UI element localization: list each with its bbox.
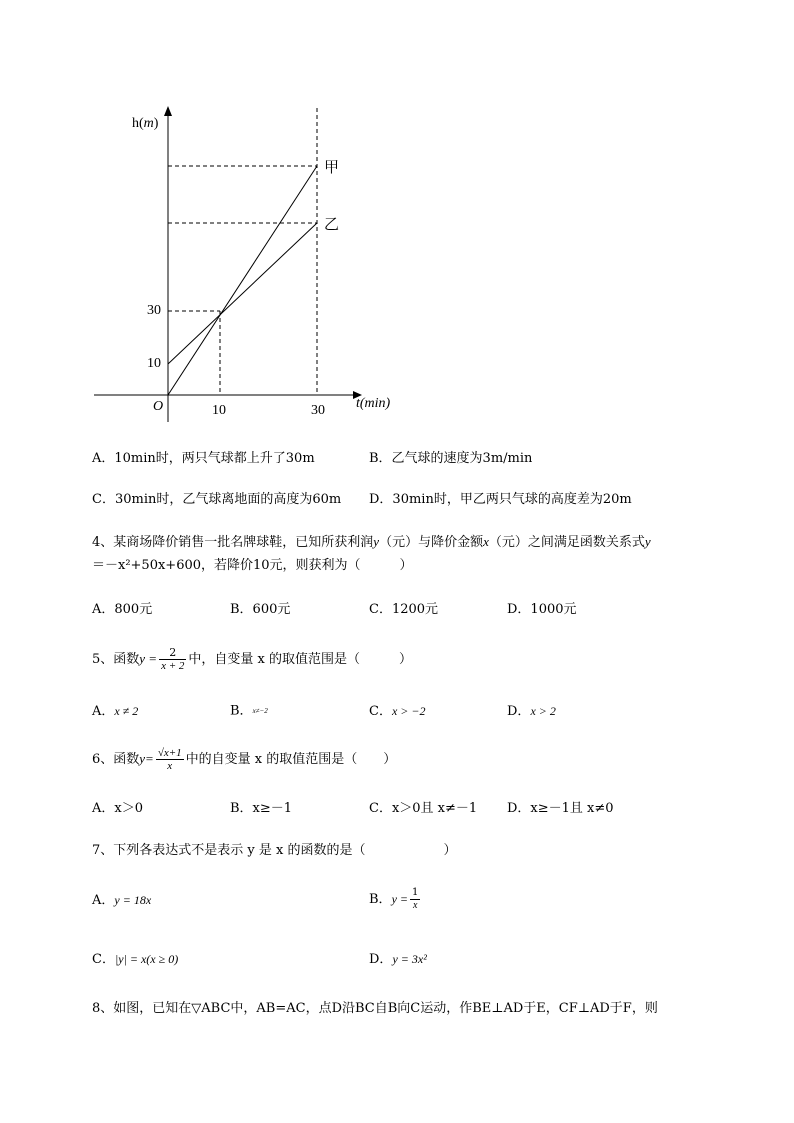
q7-opt-b-fraction: $\frac{1}{x}$	[412, 887, 419, 911]
origin-label: O	[153, 399, 164, 414]
tick-x-30: 30	[311, 403, 325, 418]
height-time-graph	[80, 100, 410, 430]
q5-stem-post: 中，自变量 x 的取值范围是（ ）	[188, 652, 412, 667]
q6-stem-pre: 6、函数	[92, 752, 140, 767]
q4-stem-mid1: （元）与降价金额	[379, 535, 484, 550]
q7-option-b[interactable]: B．y = $\frac{1}{x}$	[369, 887, 419, 911]
q6-stem-post: 中的自变量 x 的取值范围是（ ）	[185, 752, 397, 767]
q4-var-y2: y	[644, 534, 651, 549]
q6-frac-num: √x+1	[157, 747, 182, 759]
q7-opt-c-expr: |y| = x(x ≥ 0)	[114, 952, 179, 966]
q4-option-b[interactable]: B．600元	[230, 602, 291, 617]
q4-stem-mid2: （元）之间满足函数关系式	[488, 535, 645, 550]
q5-fraction	[159, 647, 186, 672]
q6-option-d[interactable]: D．x≥－1且 x≠0	[507, 801, 614, 816]
q5-opt-c-expr: x > −2	[391, 704, 426, 718]
q7-option-a[interactable]: A．y = 18x	[92, 893, 152, 908]
line-jia	[168, 166, 317, 395]
q7-opt-b-lhs: y =	[391, 892, 408, 906]
q8-stem: 8、如图，已知在▽ABC中，AB=AC，点D沿BC自B向C运动，作BE⊥AD于E，CF⊥AD于F，则	[92, 1001, 658, 1016]
tick-x-10: 10	[212, 403, 226, 418]
tick-y-30: 30	[147, 303, 161, 318]
q5-frac-den: x + 2	[161, 660, 185, 672]
q6-frac-den: x	[167, 760, 173, 772]
q3-option-c[interactable]: C．30min时，乙气球离地面的高度为60m	[92, 492, 342, 507]
q6-option-b[interactable]: B．x≥－1	[230, 801, 293, 816]
q7-option-c[interactable]: C．|y| = x(x ≥ 0)	[92, 952, 179, 967]
q5-option-c[interactable]: C．x > −2	[369, 704, 426, 719]
q5-opt-a-expr: x ≠ 2	[114, 704, 139, 718]
q5-option-b[interactable]: B．x≠−2	[230, 703, 268, 719]
q7-opt-d-expr: y = 3x²	[392, 952, 427, 966]
q7-stem: 7、下列各表达式不是表示 y 是 x 的函数的是（ ）	[92, 843, 457, 858]
q5-option-d[interactable]: D．x > 2	[507, 704, 556, 719]
q6-fraction	[156, 747, 184, 772]
q5-stem-pre: 5、函数	[92, 652, 140, 667]
q6-stem	[92, 743, 396, 776]
q4-stem-pre: 4、某商场降价销售一批名牌球鞋，已知所获利润	[92, 535, 374, 550]
q7-option-d[interactable]: D．y = 3x²	[369, 952, 427, 967]
y-axis-arrow	[164, 106, 172, 116]
tick-y-10: 10	[147, 356, 161, 371]
q6-option-c[interactable]: C．x＞0且 x≠－1	[369, 801, 478, 816]
q5-opt-b-expr: x≠−2	[252, 707, 268, 715]
q4-option-d[interactable]: D．1000元	[507, 602, 577, 617]
q5-func-lhs: y =	[139, 651, 158, 666]
q6-func-lhs: y=	[139, 751, 154, 766]
q5-opt-d-expr: x > 2	[530, 704, 556, 718]
q3-option-b[interactable]: B．乙气球的速度为3m/min	[369, 451, 533, 466]
q3-option-a[interactable]: A．10min时，两只气球都上升了30m	[92, 451, 315, 466]
line-yi-label: 乙	[324, 217, 340, 233]
q5-option-a[interactable]: A．x ≠ 2	[92, 704, 139, 719]
q4-var-x: x	[483, 534, 489, 549]
y-axis-label: h(m)	[132, 116, 159, 131]
line-jia-label: 甲	[324, 160, 340, 176]
q5-stem	[92, 643, 412, 676]
q6-option-a[interactable]: A．x＞0	[92, 801, 143, 816]
q4-option-a[interactable]: A．800元	[92, 602, 153, 617]
x-axis-label: t(min)	[356, 396, 391, 411]
q4-stem-line2: ＝－x²+50x+600，若降价10元，则获利为（ ）	[92, 558, 413, 573]
q4-stem-line1	[92, 533, 651, 552]
q5-frac-num: 2	[159, 647, 186, 660]
q4-var-y: y	[373, 534, 380, 549]
line-yi	[168, 223, 317, 364]
q3-option-d[interactable]: D．30min时，甲乙两只气球的高度差为20m	[369, 492, 632, 507]
q7-opt-a-expr: y = 18x	[114, 893, 152, 907]
q4-option-c[interactable]: C．1200元	[369, 602, 439, 617]
